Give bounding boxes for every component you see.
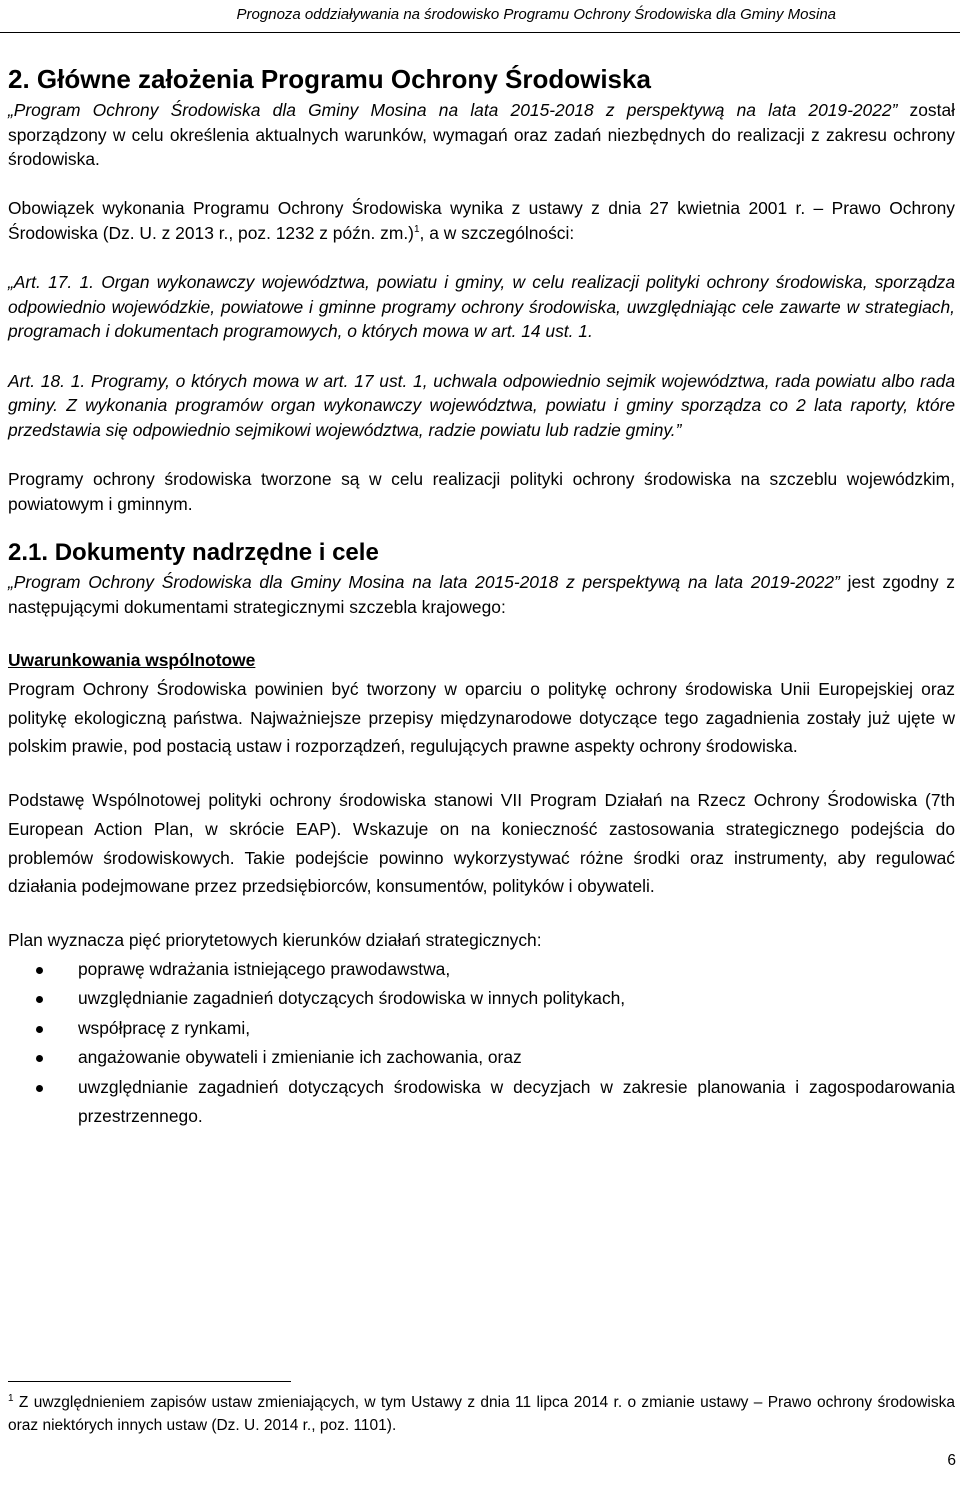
footnote-number: 1 (8, 1392, 14, 1404)
footnote-ref[interactable]: 1 (413, 224, 420, 236)
community-paragraph-2: Podstawę Wspólnotowej polityki ochrony środowiska stanowi VII Program Działań na Rzecz Ochrony Środowiska (7th European Action Plan, w skrócie EAP). Wskazuje on na konieczność zastosowania strategicznego podejścia do problemów środowiskowych. Takie podejście powinno wykorzystywać różne środki oraz instrumenty, aby regulować działania podejmowane przez przedsiębiorców, konsumentów, polityków i obywateli. (8, 790, 955, 897)
section-heading: 2. Główne założenia Programu Ochrony Środowiska (8, 64, 651, 94)
list-item: uwzględnianie zagadnień dotyczących środowiska w decyzjach w zakresie planowania i zagospodarowania przestrzennego. (8, 1073, 955, 1132)
bullet-icon (36, 1026, 43, 1033)
bullet-icon (36, 967, 43, 974)
obligation-tail: , a w szczególności: (419, 222, 575, 243)
page-content (8, 60, 955, 1132)
footnote (8, 1391, 955, 1437)
footnote-divider (8, 1381, 291, 1382)
page-number: 6 (947, 1452, 956, 1469)
community-paragraph-1: Program Ochrony Środowiska powinien być tworzony w oparciu o politykę ochrony środowiska Unii Europejskiej oraz politykę ekologiczną państwa. Najważniejsze przepisy międzynarodowe dotyczące tego zagadnienia zostały już ujęte w polskim prawie, pod postacią ustaw i rozporządzeń, regulujących prawne aspekty ochrony środowiska. (8, 678, 955, 757)
program-title: „Program Ochrony Środowiska dla Gminy Mosina na lata 2015-2018 z perspektywą na lata 2019-2022” (8, 100, 898, 120)
footnote-text: Z uwzględnieniem zapisów ustaw zmieniających, w tym Ustawy z dnia 11 lipca 2014 r. o zmianie ustawy – Prawo ochrony środowiska oraz niektórych innych ustaw (Dz. U. 2014 r., poz. 1101). (8, 1394, 955, 1434)
plan-intro: Plan wyznacza pięć priorytetowych kierunków działań strategicznych: (8, 929, 542, 950)
article-18-quote: Art. 18. 1. Programy, o których mowa w art. 17 ust. 1, uchwala odpowiednio sejmik województwa, rada powiatu albo rada gminy. Z wykonania programów organ wykonawczy województwa, powiatu i gminy sporządza co 2 lata raporty, które przedstawia się odpowiednio sejmikowi województwa, radzie powiatu lub radzie gminy.” (8, 370, 955, 440)
obligation-text: Obowiązek wykonania Programu Ochrony Środowiska wynika z ustawy z dnia 27 kwietnia 2001 r. – Prawo Ochrony Środowiska (Dz. U. z 2013 r., poz. 1232 z późn. zm.) (8, 198, 955, 243)
list-item: współpracę z rynkami, (8, 1014, 955, 1044)
list-item: uwzględnianie zagadnień dotyczących środowiska w innych politykach, (8, 984, 955, 1014)
intro-paragraph (8, 98, 955, 172)
priority-list (8, 955, 955, 1132)
levels-paragraph: Programy ochrony środowiska tworzone są w celu realizacji polityki ochrony środowiska na szczeblu wojewódzkim, powiatowym i gminnym. (8, 468, 955, 514)
running-header: Prognoza oddziaływania na środowisko Programu Ochrony Środowiska dla Gminy Mosina (0, 2, 960, 33)
list-item: angażowanie obywateli i zmienianie ich zachowania, oraz (8, 1043, 955, 1073)
article-17-quote: „Art. 17. 1. Organ wykonawczy województwa, powiatu i gminy, w celu realizacji polityki ochrony środowiska, sporządza odpowiednio wojewódzkie, powiatowe i gminne programy ochrony środowiska, uwzględniając cele zawarte w strategiach, programach i dokumentach programowych, o których mowa w art. 14 ust. 1. (8, 272, 955, 342)
program-title-2: „Program Ochrony Środowiska dla Gminy Mosina na lata 2015-2018 z perspektywą na lata 2019-2022” (8, 572, 840, 593)
bullet-icon (36, 1085, 43, 1092)
subsection-intro (8, 570, 955, 619)
bullet-icon (36, 996, 43, 1003)
subsection-heading: 2.1. Dokumenty nadrzędne i cele (8, 539, 379, 567)
intro-rest: został sporządzony w celu określenia aktualnych warunków, wymagań oraz zadań niezbędnych do realizacji z zakresu ochrony środowiska. (8, 100, 955, 170)
obligation-paragraph (8, 196, 955, 245)
list-item: poprawę wdrażania istniejącego prawodawstwa, (8, 955, 955, 985)
subsection-intro-rest: jest zgodny z następującymi dokumentami strategicznymi szczebla krajowego: (8, 572, 955, 617)
bullet-icon (36, 1055, 43, 1062)
community-subheading: Uwarunkowania wspólnotowe (8, 650, 256, 671)
